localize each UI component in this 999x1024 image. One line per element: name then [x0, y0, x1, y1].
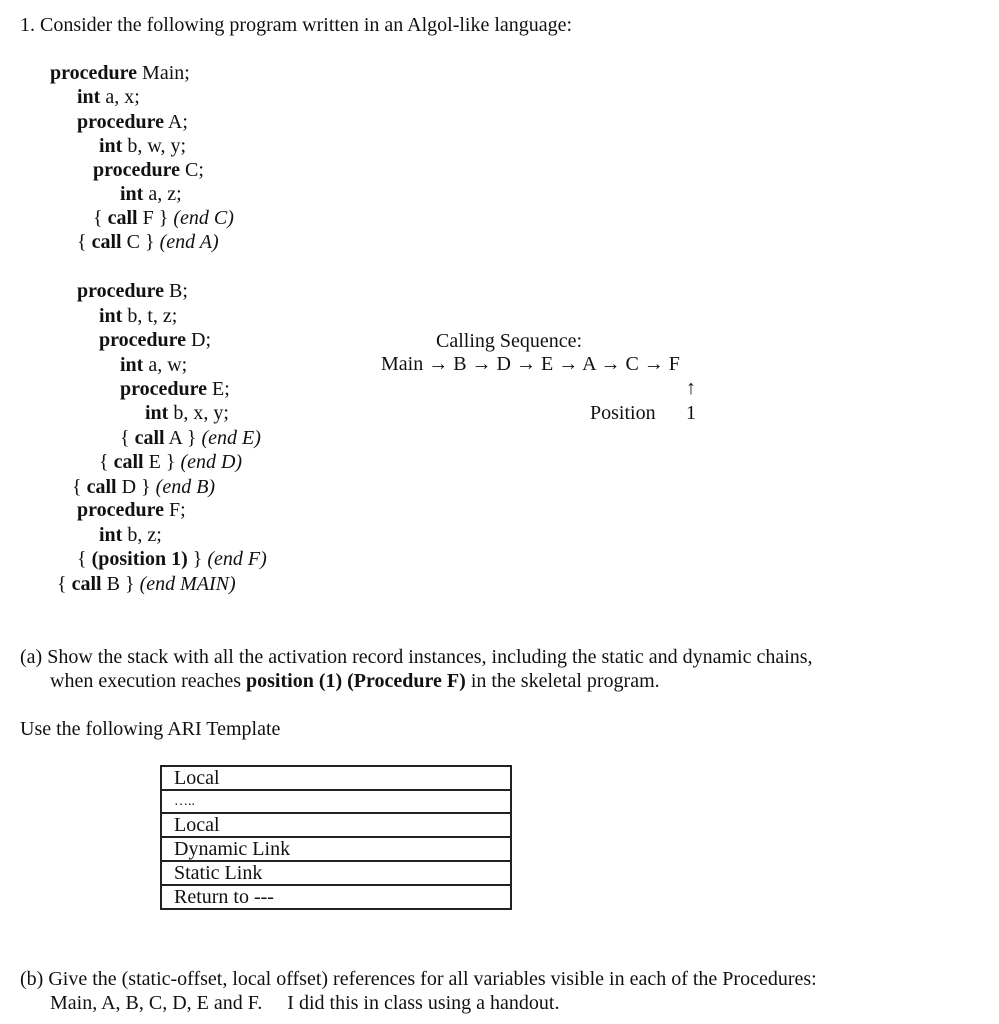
position-value: 1: [686, 402, 696, 424]
code-comment: (end A): [154, 231, 219, 253]
code-text: D;: [186, 329, 212, 351]
code-line: [120, 428, 261, 448]
code-brace: {: [99, 451, 114, 473]
code-keyword: call: [107, 207, 138, 229]
table-row: [161, 861, 511, 885]
code-comment: (end MAIN): [134, 573, 236, 595]
code-line: [120, 355, 187, 375]
code-keyword: procedure: [77, 280, 165, 302]
code-line: [99, 525, 162, 545]
part-a-emphasis: position (1) (Procedure F): [246, 670, 466, 692]
template-intro: Use the following ARI Template: [20, 718, 281, 740]
ari-cell-ellipsis: …..: [161, 790, 511, 813]
code-brace: {: [57, 573, 72, 595]
code-line: [57, 574, 236, 594]
code-text: C }: [121, 231, 155, 253]
table-row: [161, 790, 511, 813]
code-text: B;: [164, 280, 188, 302]
code-comment: (end D): [175, 451, 243, 473]
part-a-text-end: in the skeletal program.: [465, 670, 660, 692]
code-text: D }: [116, 476, 151, 498]
code-comment: (end E): [196, 427, 261, 449]
code-text: A }: [164, 427, 197, 449]
ari-cell-static-link: Static Link: [161, 861, 511, 885]
part-b-line2: Main, A, B, C, D, E and F. I did this in class using a handout.: [50, 992, 560, 1014]
code-keyword: procedure: [77, 111, 165, 133]
table-row: [161, 885, 511, 909]
code-line: [77, 281, 188, 301]
code-keyword: int: [120, 183, 144, 205]
calling-sequence-chain: Main → B → D → E → A → C → F: [381, 353, 680, 375]
code-brace: {: [77, 548, 92, 570]
code-text: a, z;: [143, 183, 182, 205]
ari-cell-return-to: Return to ---: [161, 885, 511, 909]
code-brace: {: [72, 476, 87, 498]
code-line: [120, 184, 182, 204]
code-text: F }: [137, 207, 169, 229]
code-line: [77, 112, 188, 132]
code-line: [99, 306, 177, 326]
code-comment: (end C): [168, 207, 234, 229]
code-comment: (end F): [202, 548, 267, 570]
code-keyword: int: [99, 524, 123, 546]
code-keyword: procedure: [120, 378, 208, 400]
code-line: [120, 379, 230, 399]
code-text: b, z;: [122, 524, 162, 546]
code-keyword: call: [113, 451, 144, 473]
table-row: [161, 766, 511, 790]
code-keyword: int: [99, 135, 123, 157]
code-text: B }: [101, 573, 135, 595]
part-a-line1: (a) Show the stack with all the activation record instances, including the static and dynamic chains,: [20, 646, 813, 668]
code-keyword: int: [145, 402, 169, 424]
ari-cell-local: Local: [161, 766, 511, 790]
ari-cell-dynamic-link: Dynamic Link: [161, 837, 511, 861]
code-line: [77, 87, 140, 107]
code-text: E }: [143, 451, 176, 473]
code-text: C;: [180, 159, 204, 181]
code-text: F;: [164, 499, 186, 521]
code-keyword: call: [86, 476, 117, 498]
code-text: b, t, z;: [122, 305, 178, 327]
part-a-text: when execution reaches: [50, 670, 247, 692]
code-text: b, w, y;: [122, 135, 187, 157]
position-arrow-icon: ↑: [686, 377, 696, 399]
code-text: a, x;: [100, 86, 140, 108]
position-label: Position: [590, 402, 656, 424]
code-line: [99, 452, 242, 472]
code-keyword: call: [71, 573, 102, 595]
code-brace: {: [120, 427, 135, 449]
code-text: E;: [207, 378, 230, 400]
code-keyword: int: [77, 86, 101, 108]
part-a-line2: [50, 671, 660, 691]
ari-cell-local-2: Local: [161, 813, 511, 837]
code-keyword: int: [99, 305, 123, 327]
code-line: [93, 160, 204, 180]
calling-sequence-title: Calling Sequence:: [436, 330, 583, 352]
code-line: [50, 63, 190, 83]
table-row: [161, 837, 511, 861]
part-b-line1: (b) Give the (static-offset, local offset) references for all variables visible in each of the Procedures:: [20, 968, 817, 990]
code-keyword: procedure: [93, 159, 181, 181]
code-text: Main;: [137, 62, 190, 84]
code-text: b, x, y;: [168, 402, 229, 424]
code-keyword: call: [91, 231, 122, 253]
code-line: [145, 403, 229, 423]
code-keyword: call: [134, 427, 165, 449]
code-brace: {: [77, 231, 92, 253]
ari-template-table: [160, 765, 512, 910]
code-comment: (end B): [150, 476, 216, 498]
code-text: a, w;: [143, 354, 188, 376]
question-heading: 1. Consider the following program written in an Algol-like language:: [20, 14, 573, 36]
code-line: [72, 477, 215, 497]
code-text: }: [187, 548, 203, 570]
code-keyword: procedure: [77, 499, 165, 521]
code-keyword: int: [120, 354, 144, 376]
code-keyword: procedure: [99, 329, 187, 351]
code-line: [99, 330, 211, 350]
code-line: [77, 500, 186, 520]
code-brace: {: [93, 207, 108, 229]
code-line: [77, 232, 219, 252]
code-line: [77, 549, 267, 569]
code-keyword: (position 1): [91, 548, 188, 570]
table-row: [161, 813, 511, 837]
code-keyword: procedure: [50, 62, 138, 84]
code-text: A;: [164, 111, 188, 133]
code-line: [99, 136, 186, 156]
code-line: [93, 208, 234, 228]
